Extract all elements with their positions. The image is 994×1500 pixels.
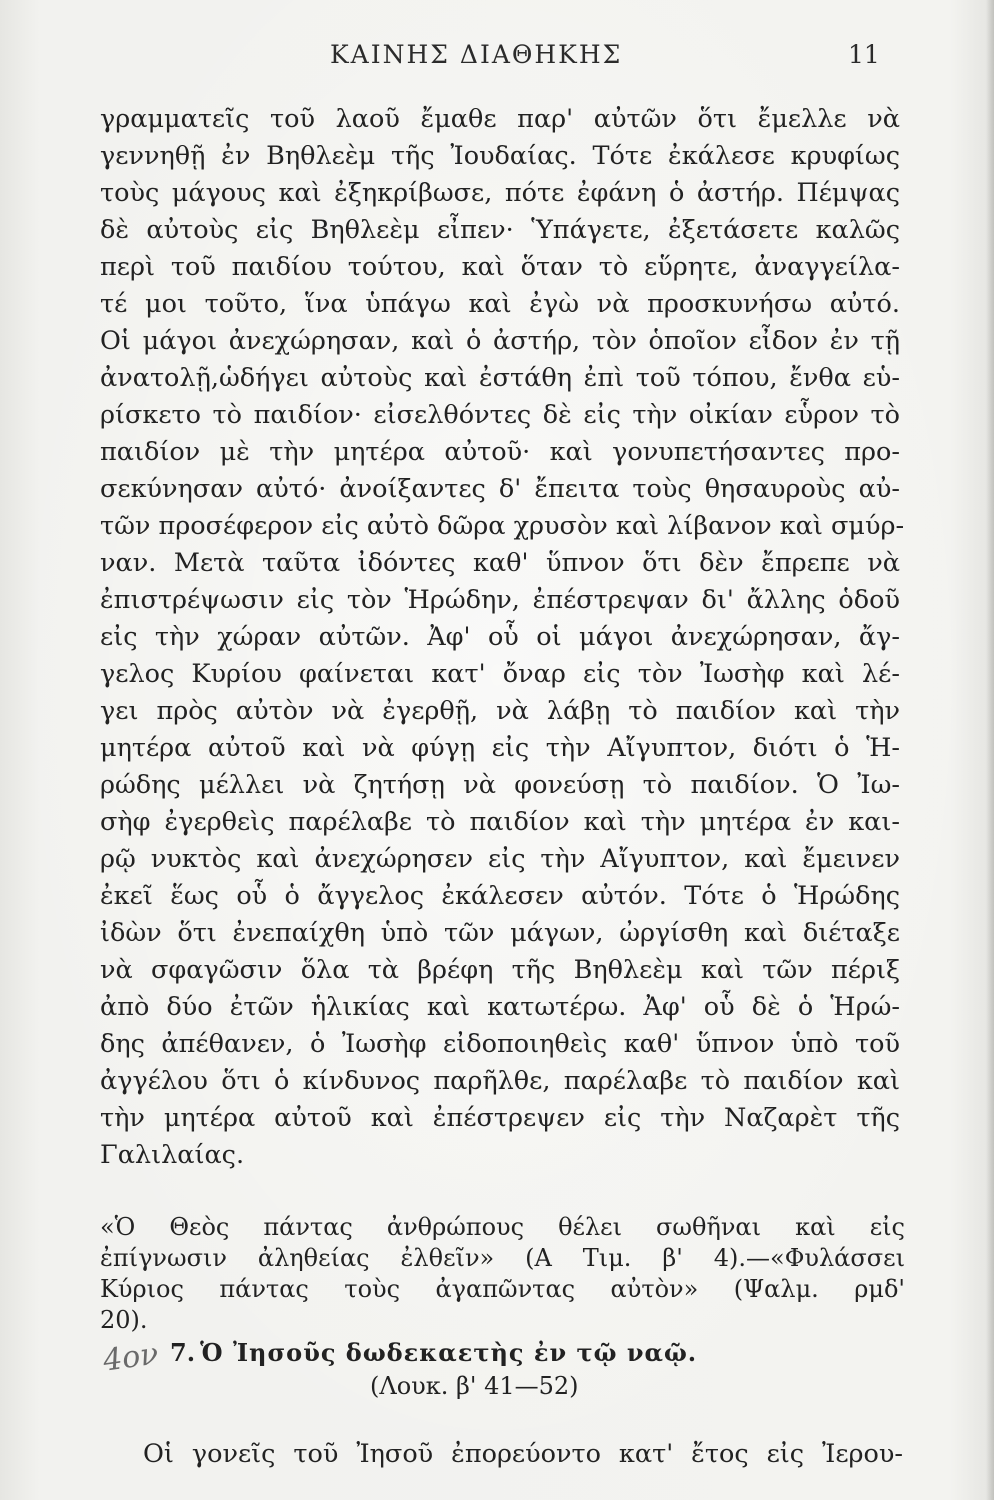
text-line: τοὺς μάγους καὶ ἐξηκρίβωσε, πότε ἐφάνη ὁ ἀστήρ. Πέμψας — [100, 178, 900, 208]
page-number: 11 — [848, 40, 880, 69]
text-line: μητέρα αὐτοῦ καὶ νὰ φύγῃ εἰς τὴν Αἴγυπτον, διότι ὁ Ἡ- — [100, 733, 900, 763]
text-line: ναν. Μετὰ ταῦτα ἰδόντες καθ' ὕπνον ὅτι δὲν ἔπρεπε νὰ — [100, 548, 900, 578]
text-line: Οἱ μάγοι ἀνεχώρησαν, καὶ ὁ ἀστήρ, τὸν ὁποῖον εἶδον ἐν τῇ — [100, 326, 900, 356]
text-line: δὲ αὐτοὺς εἰς Βηθλεὲμ εἶπεν· Ὑπάγετε, ἐξετάσετε καλῶς — [100, 215, 900, 245]
text-line: ἰδὼν ὅτι ἐνεπαίχθη ὑπὸ τῶν μάγων, ὠργίσθη καὶ διέταξε — [100, 918, 900, 948]
text-line: τῶν προσέφερον εἰς αὐτὸ δῶρα χρυσὸν καὶ λίβανον καὶ σμύρ- — [100, 511, 905, 541]
section-title: Ὁ Ἰησοῦς δωδεκαετὴς ἐν τῷ ναῷ. — [200, 1338, 698, 1367]
quote-line: «Ὁ Θεὸς πάντας ἀνθρώπους θέλει σωθῆναι καὶ εἰς — [100, 1213, 905, 1241]
text-line: εἰς τὴν χώραν αὐτῶν. Ἀφ' οὗ οἱ μάγοι ἀνεχώρησαν, ἄγ- — [100, 622, 900, 652]
handwritten-margin-note: 4ον — [100, 1336, 161, 1379]
text-line: Οἱ γονεῖς τοῦ Ἰησοῦ ἐπορεύοντο κατ' ἔτος εἰς Ἰερου- — [143, 1439, 903, 1469]
section-reference: (Λουκ. β' 41—52) — [370, 1372, 579, 1400]
text-line: νὰ σφαγῶσιν ὅλα τὰ βρέφη τῆς Βηθλεὲμ καὶ τῶν πέριξ — [100, 955, 900, 985]
text-line: ἐπιστρέψωσιν εἰς τὸν Ἡρώδην, ἐπέστρεψαν δι' ἄλλης ὁδοῦ — [100, 585, 900, 615]
text-line: ρώδης μέλλει νὰ ζητήσῃ νὰ φονεύσῃ τὸ παιδίον. Ὁ Ἰω- — [100, 770, 900, 800]
quote-line: 20). — [100, 1306, 148, 1334]
page-edge-shadow — [986, 0, 994, 1500]
main-text-block — [100, 101, 905, 1174]
section-heading — [170, 1338, 890, 1367]
text-line: γει πρὸς αὐτὸν νὰ ἐγερθῇ, νὰ λάβῃ τὸ παιδίον καὶ τὴν — [100, 696, 900, 726]
text-line: γραμματεῖς τοῦ λαοῦ ἔμαθε παρ' αὐτῶν ὅτι ἔμελλε νὰ — [100, 104, 900, 134]
text-line: γεννηθῇ ἐν Βηθλεὲμ τῆς Ἰουδαίας. Τότε ἐκάλεσε κρυφίως — [100, 141, 900, 171]
scripture-quote — [100, 1212, 905, 1336]
text-line: τὴν μητέρα αὐτοῦ καὶ ἐπέστρεψεν εἰς τὴν Ναζαρὲτ τῆς — [100, 1103, 900, 1133]
text-line: ρίσκετο τὸ παιδίον· εἰσελθόντες δὲ εἰς τὴν οἰκίαν εὗρον τὸ — [100, 400, 900, 430]
text-line: δης ἀπέθανεν, ὁ Ἰωσὴφ εἰδοποιηθεὶς καθ' ὕπνον ὑπὸ τοῦ — [100, 1029, 900, 1059]
text-line: γελος Κυρίου φαίνεται κατ' ὄναρ εἰς τὸν Ἰωσὴφ καὶ λέ- — [100, 659, 900, 689]
final-text-line-block — [143, 1436, 903, 1473]
page-header — [0, 40, 994, 80]
text-line: σεκύνησαν αὐτό· ἀνοίξαντες δ' ἔπειτα τοὺς θησαυροὺς αὐ- — [100, 474, 900, 504]
text-line: περὶ τοῦ παιδίου τούτου, καὶ ὅταν τὸ εὕρητε, ἀναγγείλα- — [100, 252, 900, 282]
quote-line: Κύριος πάντας τοὺς ἀγαπῶντας αὐτὸν» (Ψαλμ. ρμδ' — [100, 1275, 905, 1303]
text-line: ἀπὸ δύο ἐτῶν ἡλικίας καὶ κατωτέρω. Ἀφ' οὗ δὲ ὁ Ἡρώ- — [100, 992, 900, 1022]
running-head: ΚΑΙΝΗΣ ΔΙΑΘΗΚΗΣ — [330, 40, 623, 69]
text-line: Γαλιλαίας. — [100, 1140, 245, 1170]
quote-line: ἐπίγνωσιν ἀληθείας ἐλθεῖν» (Α Τιμ. β' 4).—«Φυλάσσει — [100, 1244, 905, 1272]
text-line: παιδίον μὲ τὴν μητέρα αὐτοῦ· καὶ γονυπετήσαντες προ- — [100, 437, 900, 467]
text-line: σὴφ ἐγερθεὶς παρέλαβε τὸ παιδίον καὶ τὴν μητέρα ἐν και- — [100, 807, 900, 837]
text-line: ἀνατολῇ,ὡδήγει αὐτοὺς καὶ ἐστάθη ἐπὶ τοῦ τόπου, ἔνθα εὑ- — [100, 363, 900, 393]
text-line: ἐκεῖ ἕως οὗ ὁ ἄγγελος ἐκάλεσεν αὐτόν. Τότε ὁ Ἡρώδης — [100, 881, 900, 911]
text-line: ρῷ νυκτὸς καὶ ἀνεχώρησεν εἰς τὴν Αἴγυπτον, καὶ ἔμεινεν — [100, 844, 900, 874]
section-number: 7. — [170, 1338, 196, 1367]
text-line: τέ μοι τοῦτο, ἵνα ὑπάγω καὶ ἐγὼ νὰ προσκυνήσω αὐτό. — [100, 289, 900, 319]
text-line: ἀγγέλου ὅτι ὁ κίνδυνος παρῆλθε, παρέλαβε τὸ παιδίον καὶ — [100, 1066, 900, 1096]
